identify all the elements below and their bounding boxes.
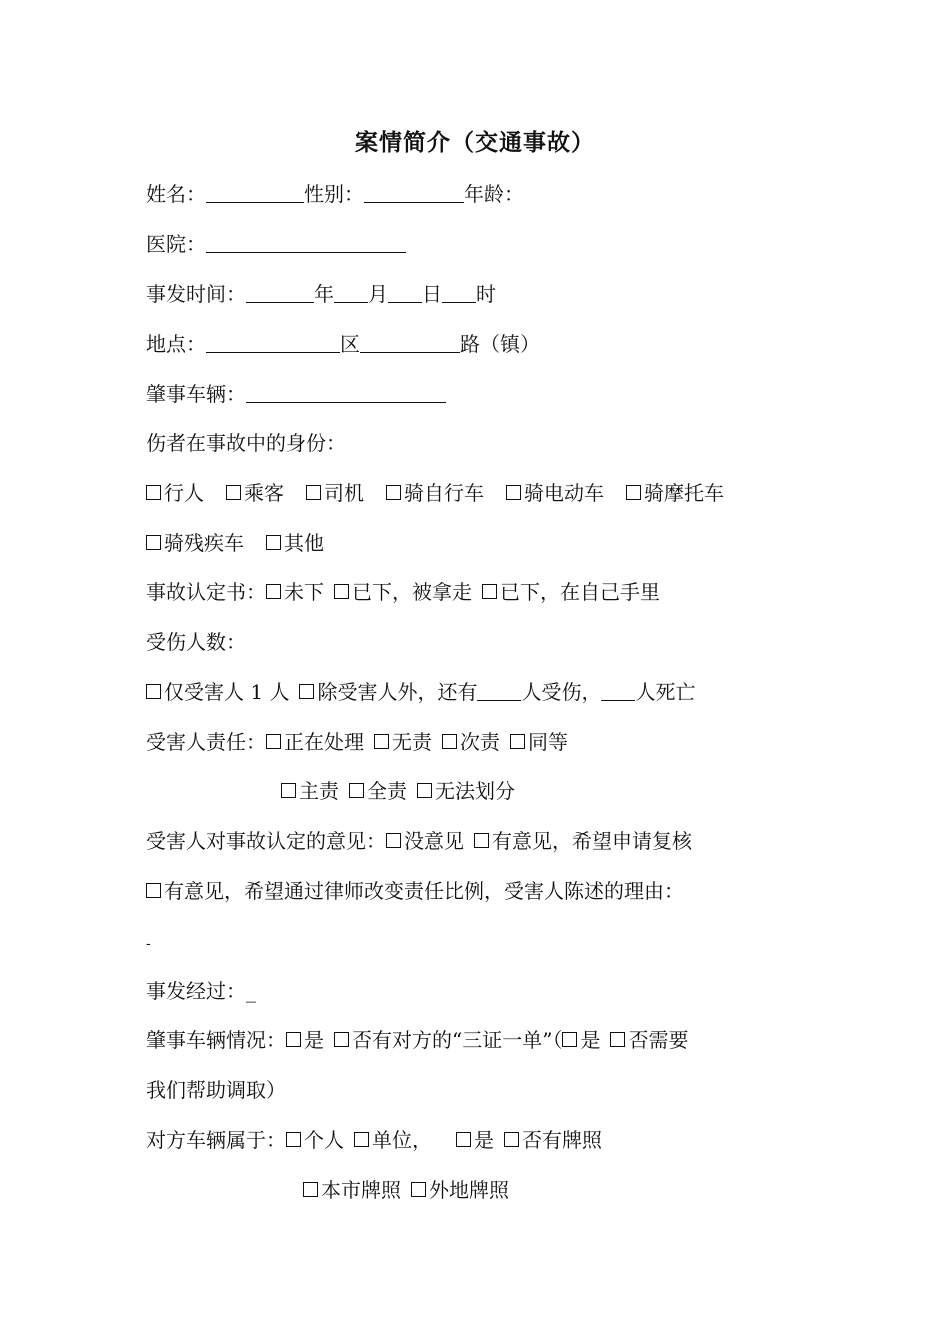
time-row xyxy=(146,280,496,308)
checkbox[interactable] xyxy=(349,783,364,798)
checkbox[interactable] xyxy=(504,1132,519,1147)
checkbox[interactable] xyxy=(386,833,401,848)
vehicle-status-row xyxy=(146,1026,688,1054)
month-field[interactable] xyxy=(334,282,368,303)
checkbox[interactable] xyxy=(146,684,161,699)
name-label: 姓名： xyxy=(146,182,206,206)
road-field[interactable] xyxy=(360,332,460,353)
place-label: 地点： xyxy=(146,332,206,356)
name-row xyxy=(146,180,524,208)
responsibility-label: 受害人责任： xyxy=(146,730,266,754)
option-lawyer[interactable]: 有意见，希望通过律师改变责任比例，受害人陈述的理由： xyxy=(146,879,684,903)
vehicle-field[interactable] xyxy=(246,382,446,403)
checkbox[interactable] xyxy=(386,485,401,500)
option-issued-own[interactable]: 已下，在自己手里 xyxy=(482,580,660,604)
checkbox[interactable] xyxy=(334,1032,349,1047)
report-row xyxy=(146,578,660,606)
checkbox[interactable] xyxy=(626,485,641,500)
checkbox[interactable] xyxy=(146,535,161,550)
option-full[interactable]: 全责 xyxy=(349,779,407,803)
checkbox[interactable] xyxy=(266,535,281,550)
gender-label: 性别： xyxy=(304,182,364,206)
identity-label: 伤者在事故中的身份： xyxy=(146,431,346,455)
injured-label: 受伤人数： xyxy=(146,630,246,654)
year-field[interactable] xyxy=(246,282,314,303)
option-request-review[interactable]: 有意见，希望申请复核 xyxy=(474,829,692,853)
other-vehicle-label: 对方车辆属于： xyxy=(146,1128,286,1152)
report-label: 事故认定书： xyxy=(146,580,266,604)
checkbox[interactable] xyxy=(303,1182,318,1197)
checkbox[interactable] xyxy=(306,485,321,500)
place-row xyxy=(146,330,540,358)
option-no-documents[interactable]: 否有对方的“三证一单”（ xyxy=(334,1028,562,1052)
checkbox[interactable] xyxy=(411,1182,426,1197)
vehicle-label: 肇事车辆： xyxy=(146,382,246,406)
time-label: 事发时间： xyxy=(146,282,246,306)
checkbox[interactable] xyxy=(474,833,489,848)
death-count-field[interactable] xyxy=(601,680,635,701)
checkbox[interactable] xyxy=(374,734,389,749)
opinion-row xyxy=(146,827,692,855)
checkbox[interactable] xyxy=(286,1132,301,1147)
option-processing[interactable]: 正在处理 xyxy=(266,730,364,754)
option-driver[interactable]: 司机 xyxy=(306,481,364,505)
option-personal[interactable]: 个人 xyxy=(286,1128,344,1152)
checkbox[interactable] xyxy=(562,1032,577,1047)
checkbox[interactable] xyxy=(334,584,349,599)
option-bicycle[interactable]: 骑自行车 xyxy=(386,481,484,505)
vehicle-status-row-2: 我们帮助调取） xyxy=(146,1078,286,1102)
checkbox[interactable] xyxy=(146,883,161,898)
option-motorcycle[interactable]: 骑摩托车 xyxy=(626,481,724,505)
month-label: 月 xyxy=(368,282,388,306)
day-field[interactable] xyxy=(388,282,422,303)
checkbox[interactable] xyxy=(417,783,432,798)
option-disabled-vehicle[interactable]: 骑残疾车 xyxy=(146,531,244,555)
dash-mark: - xyxy=(146,936,151,952)
option-no-need[interactable]: 否需要 xyxy=(610,1028,688,1052)
option-others-injured[interactable]: 除受害人外，还有 xyxy=(299,680,477,704)
hospital-field[interactable] xyxy=(206,232,406,253)
option-other[interactable]: 其他 xyxy=(266,531,324,555)
vehicle-status-label: 肇事车辆情况： xyxy=(146,1028,286,1052)
checkbox[interactable] xyxy=(281,783,296,798)
option-issued-taken[interactable]: 已下，被拿走 xyxy=(334,580,472,604)
hospital-label: 医院： xyxy=(146,232,206,256)
gender-field[interactable] xyxy=(364,182,464,203)
option-unit[interactable]: 单位， xyxy=(354,1128,432,1152)
hour-field[interactable] xyxy=(442,282,476,303)
option-victim-only[interactable]: 仅受害人 1 人 xyxy=(146,680,289,704)
checkbox[interactable] xyxy=(456,1132,471,1147)
option-pedestrian[interactable]: 行人 xyxy=(146,481,204,505)
checkbox[interactable] xyxy=(146,485,161,500)
identity-options-line1 xyxy=(146,479,724,507)
checkbox[interactable] xyxy=(354,1132,369,1147)
other-vehicle-row-2 xyxy=(303,1176,509,1204)
option-nonlocal-plate[interactable]: 外地牌照 xyxy=(411,1178,509,1202)
responsibility-row xyxy=(146,728,568,756)
option-passenger[interactable]: 乘客 xyxy=(226,481,284,505)
vehicle-row xyxy=(146,380,446,408)
age-label: 年龄： xyxy=(464,182,524,206)
district-label: 区 xyxy=(340,332,360,356)
checkbox[interactable] xyxy=(510,734,525,749)
process-row: 事发经过：_ xyxy=(146,979,256,1003)
day-label: 日 xyxy=(422,282,442,306)
checkbox[interactable] xyxy=(442,734,457,749)
option-secondary[interactable]: 次责 xyxy=(442,730,500,754)
checkbox[interactable] xyxy=(286,1032,301,1047)
opinion-label: 受害人对事故认定的意见： xyxy=(146,829,386,853)
checkbox[interactable] xyxy=(482,584,497,599)
option-primary[interactable]: 主责 xyxy=(281,779,339,803)
option-undetermined[interactable]: 无法划分 xyxy=(417,779,515,803)
injured-count-field[interactable] xyxy=(477,680,521,701)
district-field[interactable] xyxy=(206,332,340,353)
checkbox[interactable] xyxy=(266,584,281,599)
option-no-opinion[interactable]: 没意见 xyxy=(386,829,464,853)
responsibility-row-2 xyxy=(281,777,515,805)
year-label: 年 xyxy=(314,282,334,306)
hospital-row xyxy=(146,230,406,258)
option-no-fault[interactable]: 无责 xyxy=(374,730,432,754)
road-label: 路（镇） xyxy=(460,332,540,356)
hour-label: 时 xyxy=(476,282,496,306)
option-not-issued[interactable]: 未下 xyxy=(266,580,324,604)
injured-options: 仅受害人 1 人 除受害人外，还有 人受伤， 人死亡 xyxy=(146,678,695,706)
option-yes-2[interactable]: 是 xyxy=(562,1028,600,1052)
identity-options-line2 xyxy=(146,529,324,557)
checkbox[interactable] xyxy=(610,1032,625,1047)
name-field[interactable] xyxy=(206,182,304,203)
checkbox[interactable] xyxy=(506,485,521,500)
checkbox[interactable] xyxy=(266,734,281,749)
page-title: 案情简介（交通事故） xyxy=(355,129,595,156)
option-has-plate-yes[interactable]: 是 xyxy=(456,1128,494,1152)
option-ebike[interactable]: 骑电动车 xyxy=(506,481,604,505)
option-yes[interactable]: 是 xyxy=(286,1028,324,1052)
option-local-plate[interactable]: 本市牌照 xyxy=(303,1178,401,1202)
checkbox[interactable] xyxy=(299,684,314,699)
other-vehicle-row xyxy=(146,1126,602,1154)
option-equal[interactable]: 同等 xyxy=(510,730,568,754)
checkbox[interactable] xyxy=(226,485,241,500)
option-no-plate[interactable]: 否有牌照 xyxy=(504,1128,602,1152)
opinion-row-2 xyxy=(146,877,684,905)
